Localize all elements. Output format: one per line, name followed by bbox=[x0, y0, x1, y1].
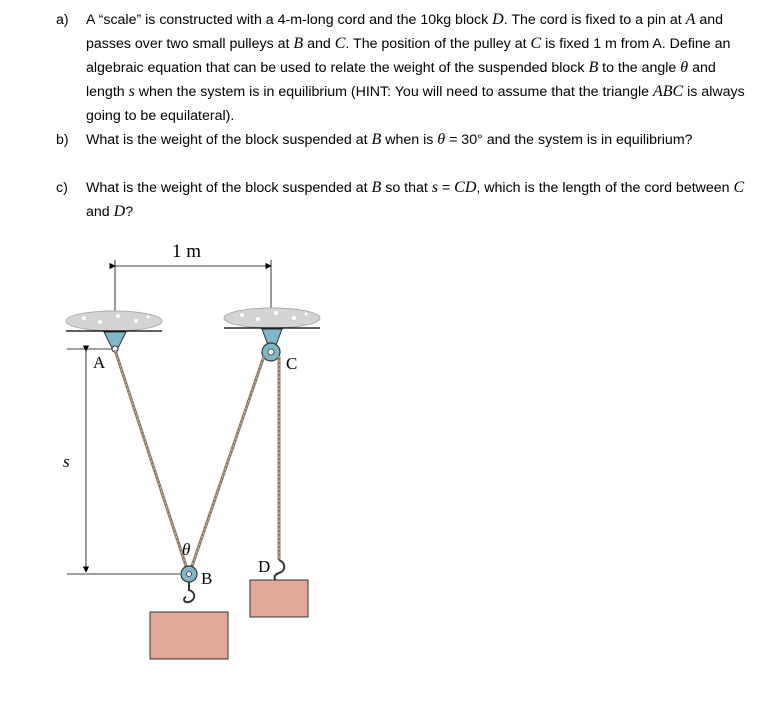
label-b: B bbox=[201, 569, 213, 588]
label-c: C bbox=[286, 354, 298, 373]
question-text: What is the weight of the block suspended at B so that s = CD, which is the length of the cord between C and D? bbox=[86, 179, 745, 220]
question-label: b) bbox=[56, 132, 69, 148]
label-d: D bbox=[258, 557, 271, 576]
dimension-label-1m: 1 m bbox=[172, 241, 202, 262]
label-s: s bbox=[63, 452, 70, 471]
question-label: a) bbox=[56, 12, 69, 28]
label-a: A bbox=[93, 353, 106, 372]
question-text: What is the weight of the block suspended at B when is θ = 30° and the system is in equilibrium? bbox=[86, 131, 693, 148]
hook-b bbox=[184, 582, 194, 602]
question-label: c) bbox=[56, 180, 68, 196]
block-b bbox=[150, 612, 228, 659]
question-text: A “scale” is constructed with a 4-m-long cord and the 10kg block D. The cord is fixed to a pin at A and passes over two small pulleys at B and C. The position of the pulley at C is fixed 1 m from A. Define an algebraic equation that can be used to relate the weight of the suspended block B to the angle θ and length s when the system is in equilibrium (HINT: You will need to assume that the triangle ABC is always going to be equilateral). bbox=[86, 11, 745, 124]
ceiling-support-right bbox=[224, 308, 320, 328]
label-theta: θ bbox=[182, 540, 191, 559]
ceiling-support-left bbox=[66, 311, 162, 331]
block-d bbox=[250, 580, 308, 617]
